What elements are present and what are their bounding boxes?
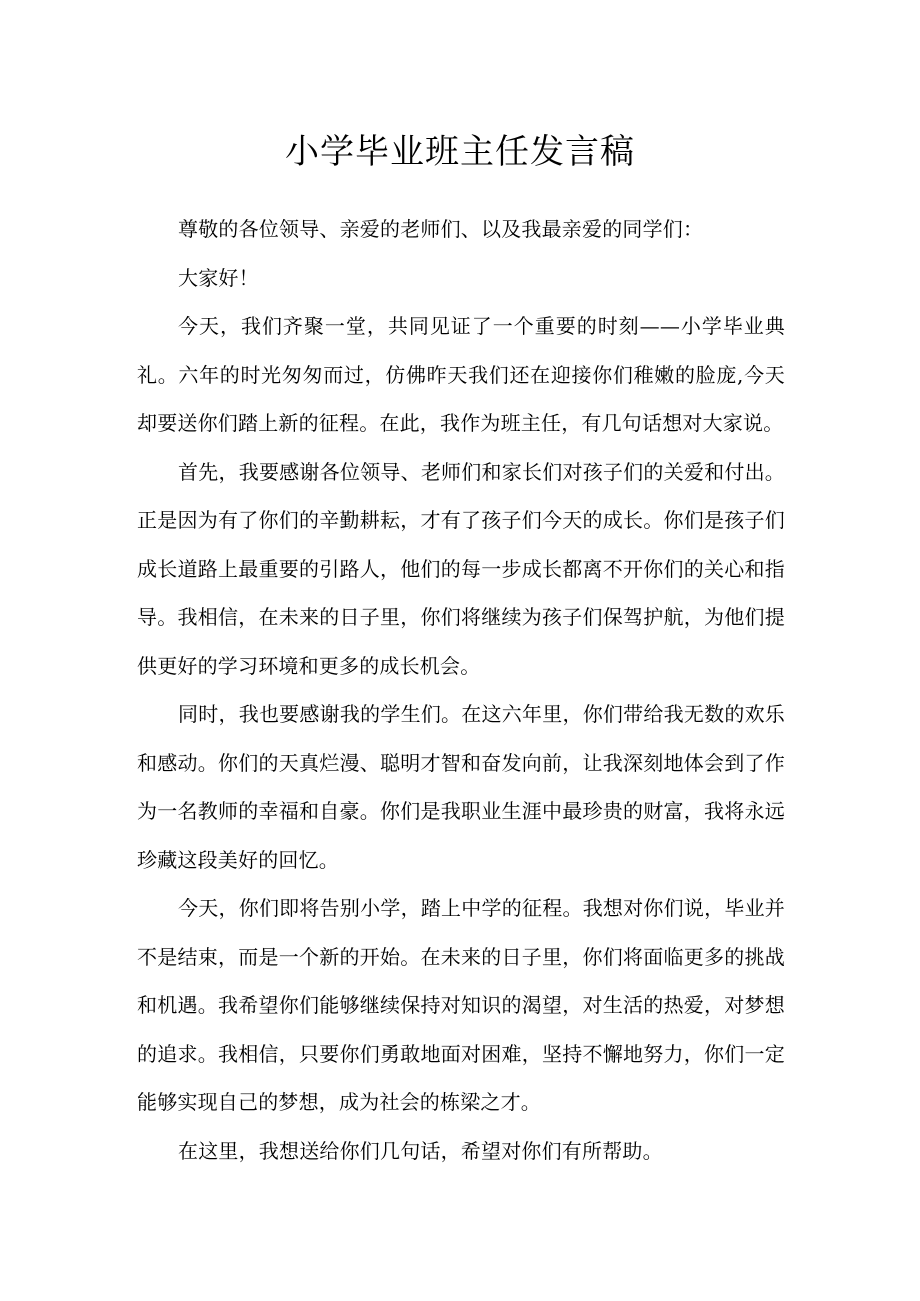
salutation-paragraph: 尊敬的各位领导、亲爱的老师们、以及我最亲爱的同学们： (178, 217, 704, 241)
greeting-paragraph: 大家好！ (178, 265, 259, 290)
document-body (137, 205, 785, 1175)
body-paragraph: 同时，我也要感谢我的学生们。在这六年里，你们带给我无数的欢乐和感动。你们的天真烂漫、聪明才智和奋发向前，让我深刻地体会到了作为一名教师的幸福和自豪。你们是我职业生涯中最珍贵的财富，我将永远珍藏这段美好的回忆。 (137, 702, 785, 872)
document-title: 小学毕业班主任发言稿 (285, 132, 635, 172)
closing-paragraph: 在这里，我想送给你们几句话，希望对你们有所帮助。 (178, 1138, 663, 1163)
body-paragraph: 首先，我要感谢各位领导、老师们和家长们对孩子们的关爱和付出。正是因为有了你们的辛勤耕耘，才有了孩子们今天的成长。你们是孩子们成长道路上最重要的引路人，他们的每一步成长都离不开你们的关心和指导。我相信，在未来的日子里，你们将继续为孩子们保驾护航，为他们提供更好的学习环境和更多的成长机会。 (137, 459, 785, 678)
body-paragraph: 今天，你们即将告别小学，踏上中学的征程。我想对你们说，毕业并不是结束，而是一个新的开始。在未来的日子里，你们将面临更多的挑战和机遇。我希望你们能够继续保持对知识的渴望，对生活的热爱，对梦想的追求。我相信，只要你们勇敢地面对困难，坚持不懈地努力，你们一定能够实现自己的梦想，成为社会的栋梁之才。 (137, 896, 785, 1114)
body-paragraph: 今天，我们齐聚一堂，共同见证了一个重要的时刻——小学毕业典礼。六年的时光匆匆而过，仿佛昨天我们还在迎接你们稚嫩的脸庞,今天却要送你们踏上新的征程。在此，我作为班主任，有几句话想对大家说。 (137, 314, 785, 435)
